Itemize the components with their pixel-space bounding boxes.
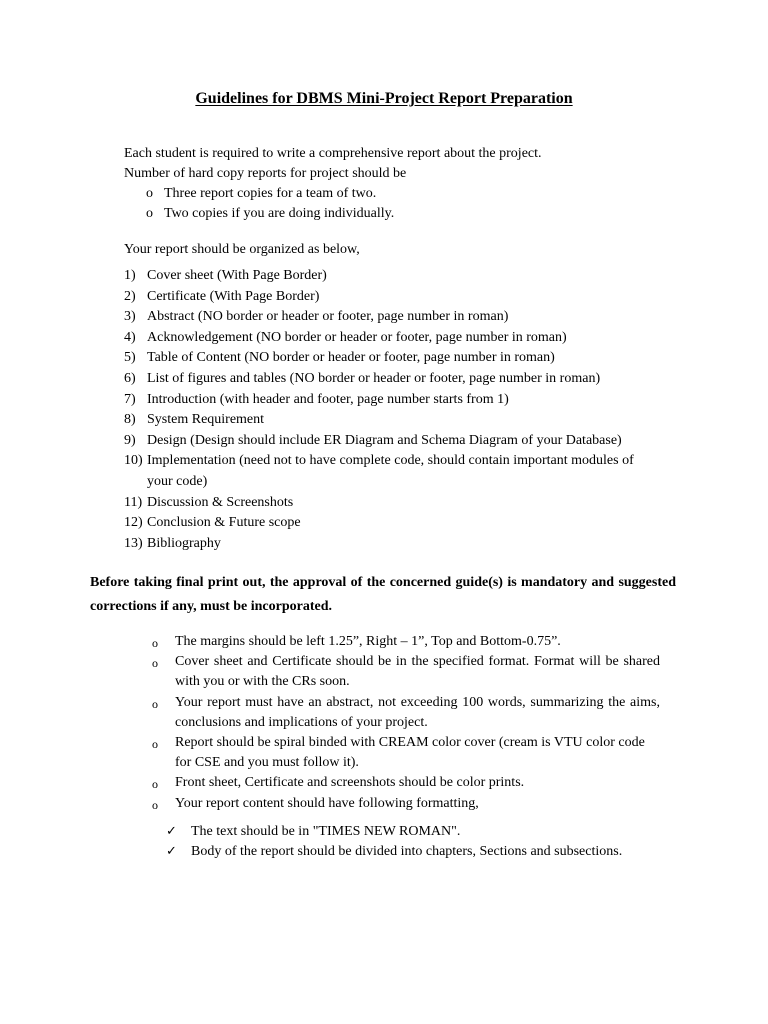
section-item [124, 513, 634, 534]
section-item [124, 451, 634, 492]
section-item [124, 307, 634, 328]
intro-block [124, 144, 542, 224]
section-item [124, 369, 634, 390]
section-number: 2) [124, 288, 136, 304]
formatting-list [166, 822, 622, 862]
bullet-o: o [152, 737, 158, 752]
section-text: Abstract (NO border or header or footer, page number in roman) [147, 309, 509, 325]
section-text: Conclusion & Future scope [147, 515, 301, 531]
section-item [124, 410, 634, 431]
formatting-item [166, 842, 622, 862]
formatting-text: Body of the report should be divided into chapters, Sections and subsections. [191, 844, 623, 859]
check-icon: ✓ [166, 844, 177, 859]
intro-line: Each student is required to write a comprehensive report about the project. [124, 146, 542, 161]
rule-text: Your report must have an abstract, not exceeding 100 words, summarizing the aims, conclusions and implications of your project. [175, 694, 660, 730]
section-number: 8) [124, 412, 136, 428]
section-item [124, 390, 634, 411]
rule-item [152, 652, 660, 692]
rule-text: Front sheet, Certificate and screenshots should be color prints. [175, 775, 525, 791]
check-icon: ✓ [166, 824, 177, 839]
page-title: Guidelines for DBMS Mini-Project Report Preparation [195, 90, 573, 107]
section-text: List of figures and tables (NO border or header or footer, page number in roman) [147, 370, 601, 386]
section-number: 3) [124, 309, 136, 325]
section-item [124, 493, 634, 514]
section-text-continued: your code) [147, 473, 208, 489]
section-number: 11) [124, 494, 143, 510]
rule-text: Cover sheet and Certificate should be in the specified format. Format will be shared with you or with the CRs soon. [175, 654, 660, 690]
section-text: Discussion & Screenshots [147, 494, 294, 510]
copies-item-text: Three report copies for a team of two. [164, 186, 377, 201]
rule-text: Report should be spiral binded with CREAM color cover (cream is VTU color code for CSE and you must follow it). [175, 735, 645, 771]
bullet-o: o [152, 636, 158, 650]
section-text: Design (Design should include ER Diagram and Schema Diagram of your Database) [147, 432, 622, 448]
section-text: Acknowledgement (NO border or header or footer, page number in roman) [147, 329, 567, 345]
section-number: 5) [124, 350, 136, 366]
rule-item [152, 773, 660, 793]
section-text: Bibliography [147, 535, 221, 551]
intro-line: Number of hard copy reports for project should be [124, 166, 407, 181]
section-item [124, 431, 634, 452]
section-text: System Requirement [147, 412, 265, 428]
copies-item [124, 184, 542, 204]
bullet-o: o [146, 206, 153, 221]
section-number: 1) [124, 268, 136, 283]
section-text: Table of Content (NO border or header or footer, page number in roman) [147, 350, 555, 366]
section-number: 10) [124, 453, 143, 469]
rule-text: The margins should be left 1.25”, Right – 1”, Top and Bottom-0.75”. [175, 634, 561, 649]
section-text: Certificate (With Page Border) [147, 288, 320, 304]
section-number: 12) [124, 515, 143, 531]
bullet-o: o [152, 696, 158, 711]
section-number: 13) [124, 535, 143, 551]
bullet-o: o [152, 797, 158, 812]
section-text: Cover sheet (With Page Border) [147, 268, 327, 283]
bullet-o: o [146, 186, 153, 201]
section-item [124, 348, 634, 369]
formatting-text: The text should be in "TIMES NEW ROMAN". [191, 824, 461, 839]
rule-text: Your report content should have following formatting, [175, 795, 479, 811]
formatting-item [166, 822, 622, 842]
section-text: Introduction (with header and footer, page number starts from 1) [147, 391, 509, 407]
section-item [124, 287, 634, 308]
section-item [124, 328, 634, 349]
rule-item [152, 632, 660, 652]
rule-item [152, 794, 660, 814]
section-number: 7) [124, 391, 136, 407]
bullet-o: o [152, 777, 158, 792]
mandatory-note: Before taking final print out, the approval of the concerned guide(s) is mandatory and suggested corrections if any, must be incorporated. [90, 575, 676, 614]
section-list [124, 266, 634, 554]
organized-label: Your report should be organized as below, [124, 242, 360, 257]
section-number: 9) [124, 432, 136, 448]
section-item [124, 534, 634, 555]
section-text: Implementation (need not to have complete code, should contain important modules of [147, 453, 634, 469]
copies-item-text: Two copies if you are doing individually. [164, 206, 395, 221]
rule-item [152, 693, 660, 733]
section-number: 6) [124, 370, 136, 386]
rules-list [152, 632, 660, 814]
rule-item [152, 733, 660, 773]
section-number: 4) [124, 329, 136, 345]
copies-item [124, 204, 542, 224]
section-item [124, 266, 634, 287]
bullet-o: o [152, 656, 158, 671]
